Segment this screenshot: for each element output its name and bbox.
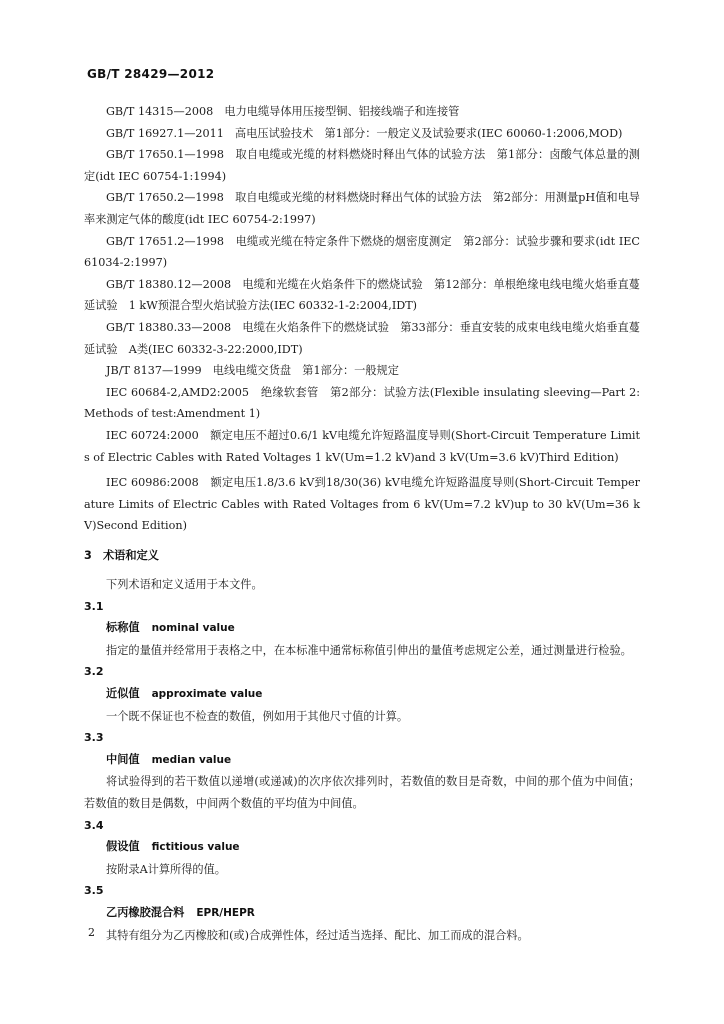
term-title [84,902,640,925]
term-name-zh: 乙丙橡胶混合料 [106,904,185,919]
term-number: 3.2 [84,665,104,679]
reference-entry: GB/T 18380.33—2008 电缆在火焰条件下的燃烧试验 第33部分：垂直安装的成束电线电缆火焰垂直蔓延试验 A类(IEC 60332-3-22:2000,IDT) [84,320,640,356]
term-number: 3.3 [84,731,104,745]
term-number: 3.4 [84,818,104,832]
term-name-en: median value [151,753,232,766]
page-number: 2 [88,926,95,939]
reference-entry: GB/T 17650.2—1998 取自电缆或光缆的材料燃烧时释出气体的试验方法 第2部分：用测量pH值和电导率来测定气体的酸度(idt IEC 60754-2:1997) [84,191,640,226]
term-definition: 其特有组分为乙丙橡胶和(或)合成弹性体，经过适当选择、配比、加工而成的混合料。 [106,928,529,942]
term-number: 3.5 [84,884,104,898]
reference-entry: GB/T 17651.2—1998 电缆或光缆在特定条件下燃烧的烟密度测定 第2部分：试验步骤和要求(idt IEC 61034-2:1997) [84,234,640,270]
section-intro: 下列术语和定义适用于本文件。 [106,578,263,591]
term-title [84,836,640,859]
reference-entry: IEC 60684-2,AMD2:2005 绝缘软套管 第2部分：试验方法(Flexible insulating sleeving—Part 2:Methods of test:Amendment 1) [84,385,640,421]
term-name-zh: 假设值 [106,839,140,854]
reference-entry: IEC 60986:2008 额定电压1.8/3.6 kV到18/30(36) kV电缆允许短路温度导则(Short-Circuit Temperature Limits of Electric Cables with Rated Voltages from 6 kV(Um=7.2 kV)up to 30 kV(Um=36 kV)Second Edition) [84,476,640,533]
reference-entry: IEC 60724:2000 额定电压不超过0.6/1 kV电缆允许短路温度导则(Short-Circuit Temperature Limits of Electric Cables with Rated Voltages 1 kV(Um=1.2 kV)and 3 kV(Um=3.6 kV)Third Edition) [84,428,640,464]
normative-references-list [84,101,640,537]
term-definition: 按附录A计算所得的值。 [106,862,226,876]
term-name-en: fictitious value [151,841,240,854]
document-code-header: GB/T 28429—2012 [87,67,215,81]
term-definition: 一个既不保证也不检查的数值，例如用于其他尺寸值的计算。 [106,709,409,723]
term-title [84,617,640,640]
reference-entry: GB/T 16927.1—2011 高电压试验技术 第1部分：一般定义及试验要求(IEC 60060-1:2006,MOD) [106,126,623,140]
term-title [84,683,640,706]
term-name-zh: 中间值 [106,751,140,766]
term-definition: 将试验得到的若干数值以递增(或递减)的次序依次排列时，若数值的数目是奇数，中间的那个值为中间值；若数值的数目是偶数，中间两个数值的平均值为中间值。 [84,775,640,810]
term-definition: 指定的量值并经常用于表格之中，在本标准中通常标称值引伸出的量值考虑规定公差，通过测量进行检验。 [106,643,632,657]
reference-entry: GB/T 17650.1—1998 取自电缆或光缆的材料燃烧时释出气体的试验方法 第1部分：卤酸气体总量的测定(idt IEC 60754-1:1994) [84,148,640,183]
term-number: 3.1 [84,599,104,613]
term-name-zh: 标称值 [106,620,140,635]
term-title [84,749,640,772]
term-name-zh: 近似值 [106,685,140,700]
section-heading: 3 术语和定义 [84,549,159,562]
terms-section [84,574,640,946]
term-name-en: approximate value [151,687,263,700]
reference-entry: GB/T 18380.12—2008 电缆和光缆在火焰条件下的燃烧试验 第12部分：单根绝缘电线电缆火焰垂直蔓延试验 1 kW预混合型火焰试验方法(IEC 60332-1-2:2004,IDT) [84,277,640,313]
reference-entry: JB/T 8137—1999 电线电缆交货盘 第1部分：一般规定 [106,364,399,378]
term-name-en: EPR/HEPR [196,906,255,919]
term-name-en: nominal value [151,622,235,635]
reference-entry: GB/T 14315—2008 电力电缆导体用压接型铜、铝接线端子和连接管 [106,105,460,118]
